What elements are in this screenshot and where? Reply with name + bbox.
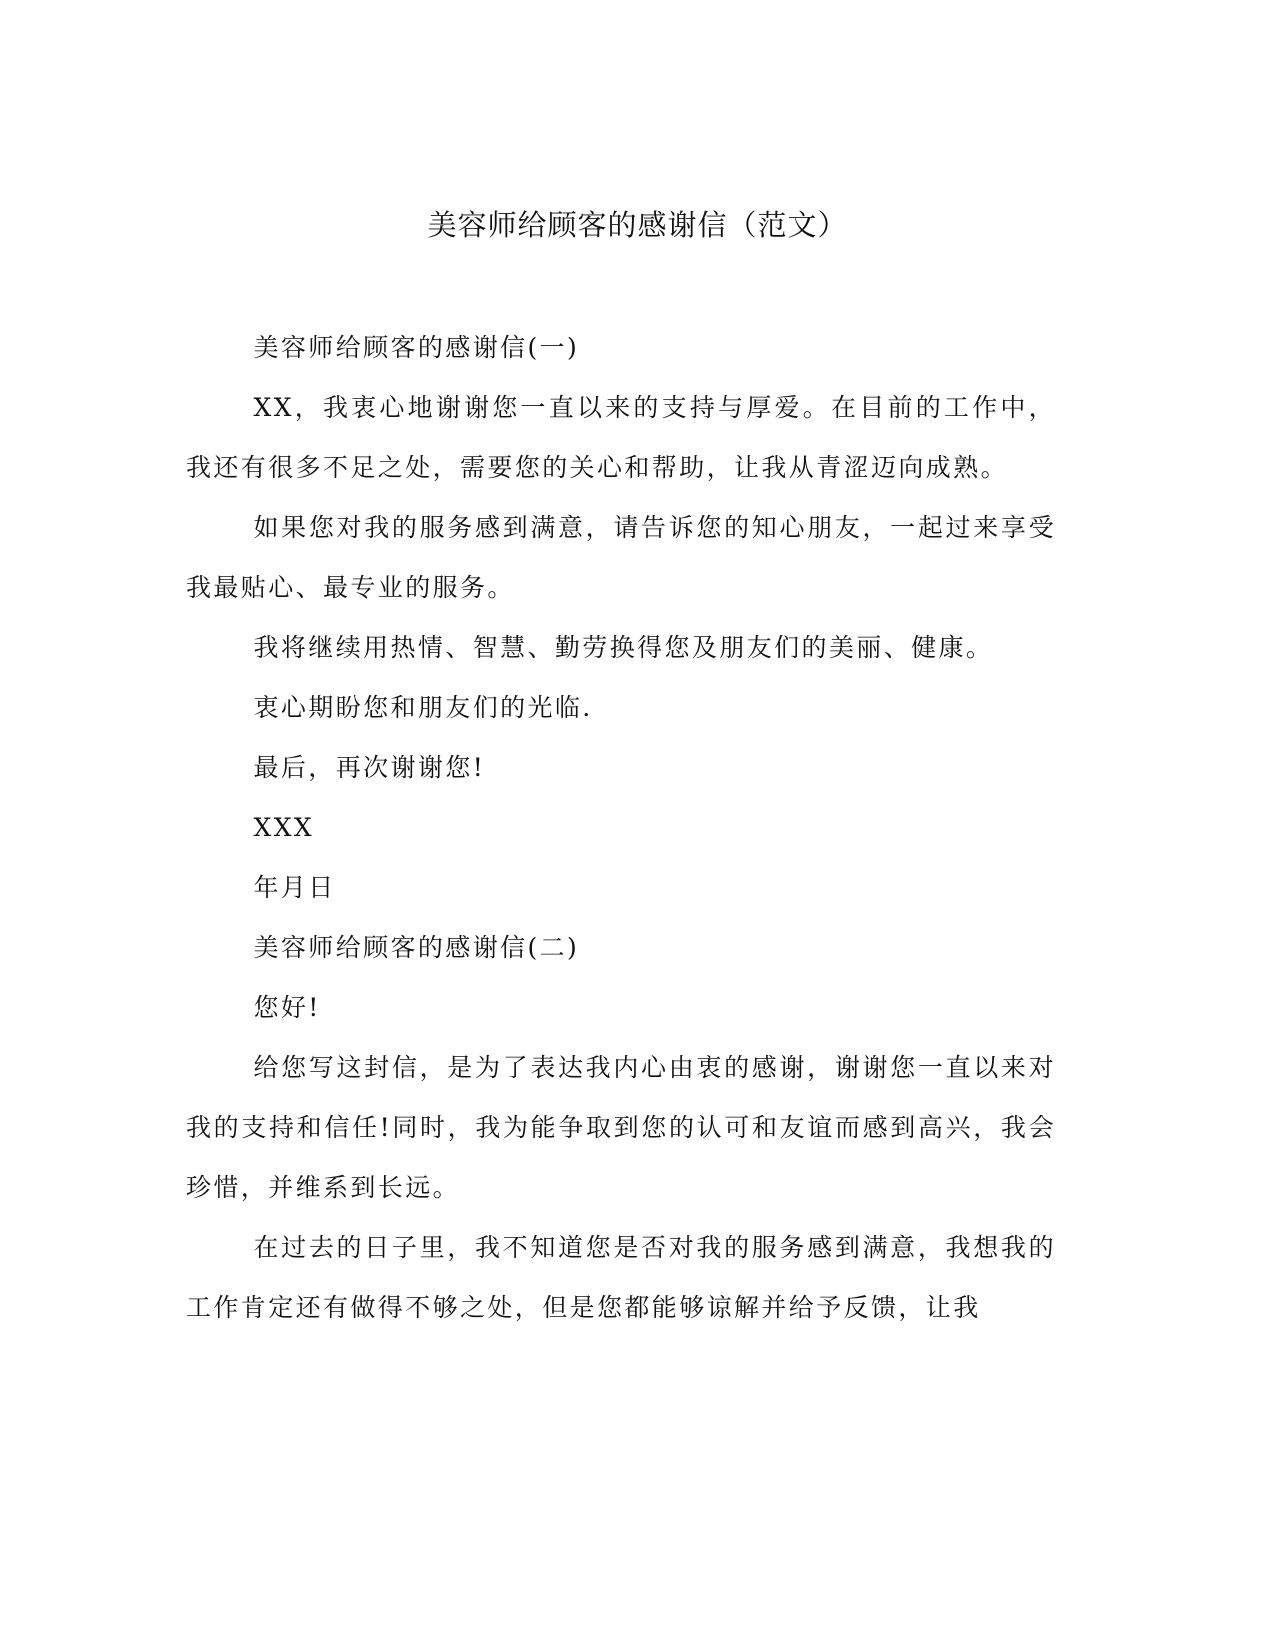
- document-title: 美容师给顾客的感谢信（范文）: [427, 208, 848, 242]
- paragraph-purpose: 给您写这封信，是为了表达我内心由衷的感谢，谢谢您一直以来对我的支持和信任!同时，我为能争取到您的认可和友谊而感到高兴，我会珍惜，并维系到长远。: [186, 1053, 1056, 1202]
- section-heading-2: 美容师给顾客的感谢信(二): [253, 933, 580, 962]
- paragraph-recommend: 如果您对我的服务感到满意，请告诉您的知心朋友，一起过来享受我最贴心、最专业的服务。: [186, 513, 1056, 602]
- paragraph-closing: 最后，再次谢谢您!: [253, 753, 486, 782]
- paragraph-continue: 我将继续用热情、智慧、勤劳换得您及朋友们的美丽、健康。: [253, 633, 994, 662]
- paragraph-look-forward: 衷心期盼您和朋友们的光临.: [253, 693, 593, 722]
- paragraph-greeting-thanks: XX，我衷心地谢谢您一直以来的支持与厚爱。在目前的工作中，我还有很多不足之处，需要您的关心和帮助，让我从青涩迈向成熟。: [186, 393, 1056, 482]
- date-line: 年月日: [253, 873, 336, 902]
- document-body: [186, 318, 1056, 1338]
- signature: XXX: [253, 813, 315, 842]
- section-heading-1: 美容师给顾客的感谢信(一): [253, 333, 580, 362]
- salutation: 您好!: [253, 993, 321, 1022]
- paragraph-past-days: 在过去的日子里，我不知道您是否对我的服务感到满意，我想我的工作肯定还有做得不够之处，但是您都能够谅解并给予反馈，让我: [186, 1233, 1056, 1322]
